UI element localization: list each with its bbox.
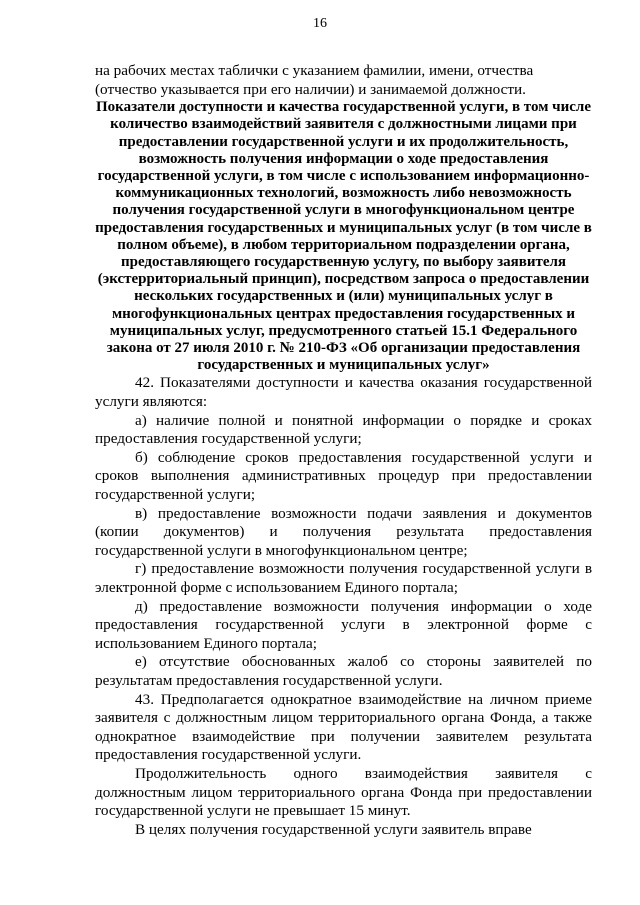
list-item-d: д) предоставление возможности получения информации о ходе предоставления государственной услуги в электронной форме с использованием Единого портала; bbox=[95, 597, 592, 652]
paragraph-duration: Продолжительность одного взаимодействия заявителя с должностным лицом территориального органа Фонда при предоставлении государственной услуги не превышает 15 минут. bbox=[95, 764, 592, 820]
list-item-b: б) соблюдение сроков предоставления государственной услуги и сроков выполнения административных процедур при предоставлении государственной услуги; bbox=[95, 448, 592, 503]
page-content bbox=[95, 62, 592, 839]
paragraph-last: В целях получения государственной услуги заявитель вправе bbox=[135, 820, 532, 838]
paragraph-42-intro: 42. Показателями доступности и качества оказания государственной услуги являются: bbox=[95, 374, 592, 411]
list-item-v: в) предоставление возможности подачи заявления и документов (копии документов) и получения результата предоставления государственной услуги в многофункциональном центре; bbox=[95, 504, 592, 559]
paragraph-43: 43. Предполагается однократное взаимодействие на личном приеме заявителя с должностным лицом территориального органа Фонда, а также однократное взаимодействие при получении заявителем результата предоставления государственной услуги. bbox=[95, 690, 592, 764]
list-item-g: г) предоставление возможности получения государственной услуги в электронной форме с использованием Единого портала; bbox=[95, 560, 592, 596]
list-item-a: а) наличие полной и понятной информации о порядке и сроках предоставления государственной услуги; bbox=[95, 411, 592, 448]
list-item-e: е) отсутствие обоснованных жалоб со стороны заявителей по результатам предоставления государственной услуги. bbox=[95, 653, 592, 689]
section-heading: Показатели доступности и качества государственной услуги, в том числе количество взаимодействий заявителя с должностными лицами при предоставлении государственной услуги и их продолжительность, возможность получения информации о ходе предоставления государственной услуги, в том числе с использованием информационно-коммуникационных технологий, возможность либо невозможность получения государственной услуги в многофункциональном центре предоставления государственных и муниципальных услуг (в том числе в полном объеме), в любом территориальном подразделении органа, предоставляющего государственную услугу, по выбору заявителя (экстерриториальный принцип), посредством запроса о предоставлении нескольких государственных и (или) муниципальных услуг в многофункциональных центрах предоставления государственных и муниципальных услуг, предусмотренного статьей 15.1 Федерального закона от 27 июля 2010 г. № 210-ФЗ «Об организации предоставления государственных и муниципальных услуг» bbox=[95, 99, 592, 374]
page-number: 16 bbox=[313, 16, 327, 31]
intro-paragraph: на рабочих местах таблички с указанием фамилии, имени, отчества (отчество указывается при его наличии) и занимаемой должности. bbox=[95, 62, 534, 98]
